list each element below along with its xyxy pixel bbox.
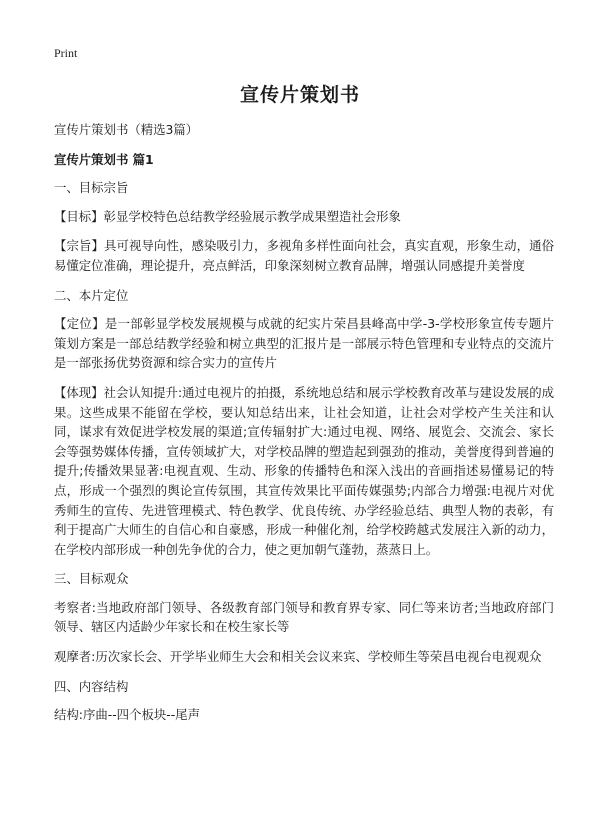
paragraph-purpose: 【宗旨】具可视导向性，感染吸引力，多视角多样性面向社会，真实直观，形象生动，通俗易懂定位准确，理论提升，亮点鲜活，印象深刻树立教育品牌，增强认同感提升美誉度 <box>54 238 554 273</box>
section-heading-positioning: 二、本片定位 <box>54 287 129 303</box>
paragraph-viewers: 观摩者:历次家长会、开学毕业师生大会和相关会议来宾、学校师生等荣昌电视台电视观众 <box>54 649 542 665</box>
section-heading-structure: 四、内容结构 <box>54 678 129 694</box>
print-link[interactable]: Print <box>54 46 78 60</box>
paragraph-goal: 【目标】彰显学校特色总结教学经验展示教学成果塑造社会形象 <box>54 208 401 224</box>
document-subtitle: 宣传片策划书（精选3篇） <box>54 122 199 137</box>
paragraph-structure: 结构:序曲--四个板块--尾声 <box>54 707 200 723</box>
document-body <box>54 120 554 735</box>
paragraph-positioning: 【定位】是一部彰显学校发展规模与成就的纪实片荣昌县峰高中学-3-学校形象宣传专题片策划方案是一部总结教学经验和树立典型的汇报片是一部展示特色管理和专业特点的交流片是一部张扬优势资源和综合实力的宣传片 <box>54 316 554 371</box>
page-title: 宣传片策划书 <box>239 84 360 106</box>
section-heading-goals: 一、目标宗旨 <box>54 180 129 196</box>
section-heading-audience: 三、目标观众 <box>54 571 129 587</box>
paragraph-inspectors: 考察者:当地政府部门领导、各级教育部门领导和教育界专家、同仁等来访者;当地政府部门领导、辖区内适龄少年家长和在校生家长等 <box>54 599 554 635</box>
paragraph-embodiment: 【体现】社会认知提升:通过电视片的拍摄，系统地总结和展示学校教育改革与建设发展的成果。这些成果不能留在学校，要认知总结出来，让社会知道，让社会对学校产生关注和认同，谋求有效促进学校发展的渠道;宣传辐射扩大:通过电视、网络、展览会、交流会、家长会等强势媒体传播，宣传领域扩大，对学校品牌的塑造起到强劲的推动，美誉度得到普遍的提升;传播效果显著:电视直观、生动、形象的传播特色和深入浅出的音画指述易懂易记的特点，形成一个强烈的舆论宣传氛围，其宣传效果比平面传媒强势;内部合力增强:电视片对优秀师生的宣传、先进管理模式、特色教学、优良传统、办学经验总结、典型人物的表彰，有利于提高广大师生的自信心和自豪感，形成一种催化剂，给学校跨越式发展注入新的动力，在学校内部形成一种创先争优的合力，使之更加朝气蓬勃，蒸蒸日上。 <box>54 384 554 557</box>
article-heading: 宣传片策划书 篇1 <box>54 151 154 167</box>
